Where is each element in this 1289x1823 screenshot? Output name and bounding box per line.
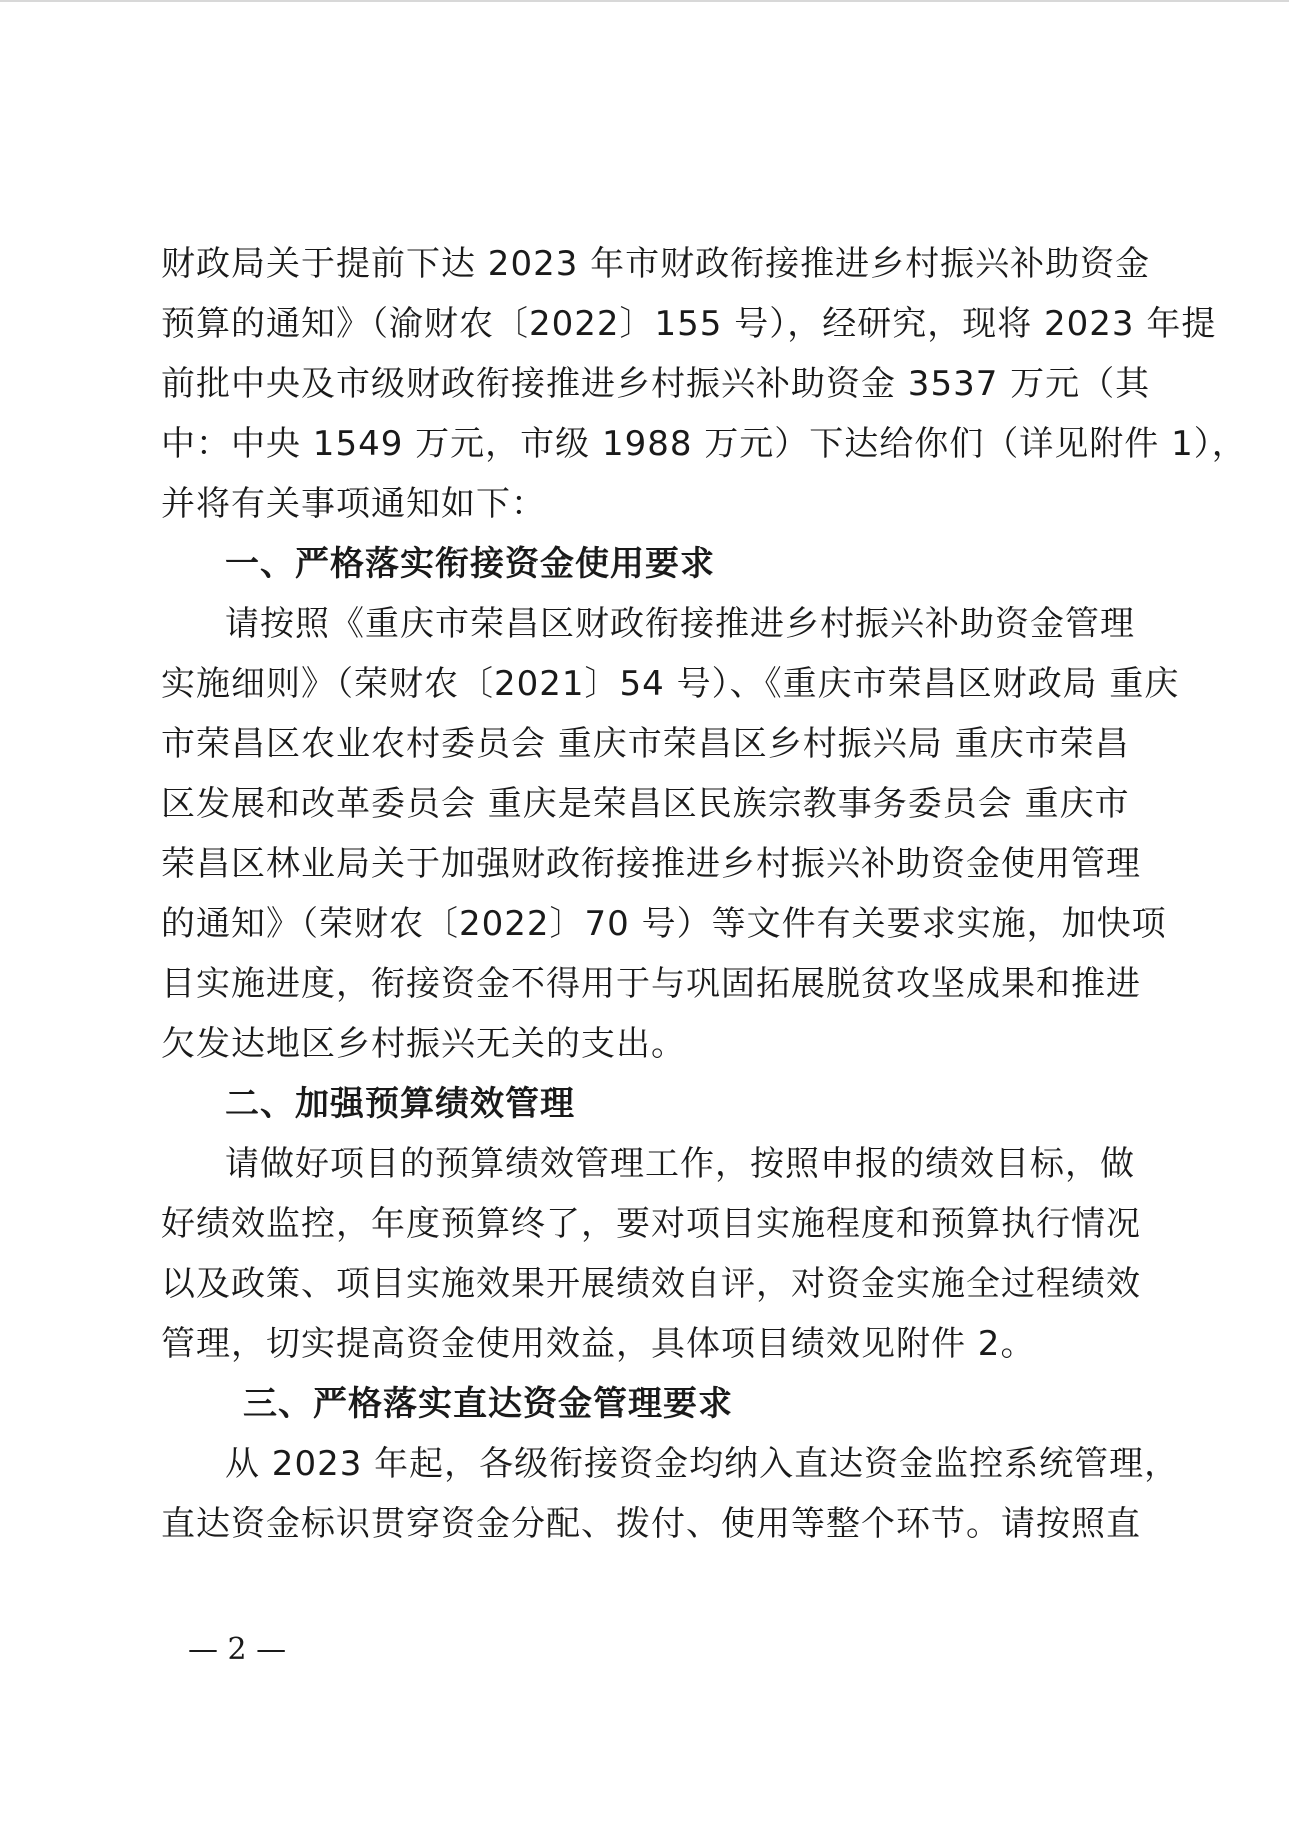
section-heading: 一、严格落实衔接资金使用要求 bbox=[225, 544, 715, 584]
body-line: 实施细则》（荣财农〔2021〕54 号）、《重庆市荣昌区财政局 重庆 bbox=[161, 664, 1180, 704]
body-line: 管理，切实提高资金使用效益，具体项目绩效见附件 2。 bbox=[161, 1324, 1036, 1364]
body-line: 请按照《重庆市荣昌区财政衔接推进乡村振兴补助资金管理 bbox=[225, 604, 1135, 644]
top-divider bbox=[0, 0, 1289, 2]
body-line: 荣昌区林业局关于加强财政衔接推进乡村振兴补助资金使用管理 bbox=[161, 844, 1141, 884]
body-line: 以及政策、项目实施效果开展绩效自评，对资金实施全过程绩效 bbox=[161, 1264, 1141, 1304]
body-line: 直达资金标识贯穿资金分配、拨付、使用等整个环节。请按照直 bbox=[161, 1504, 1141, 1544]
body-line: 好绩效监控，年度预算终了，要对项目实施程度和预算执行情况 bbox=[161, 1204, 1141, 1244]
body-line: 的通知》（荣财农〔2022〕70 号）等文件有关要求实施，加快项 bbox=[161, 904, 1167, 944]
body-line: 目实施进度，衔接资金不得用于与巩固拓展脱贫攻坚成果和推进 bbox=[161, 964, 1141, 1004]
body-line: 预算的通知》（渝财农〔2022〕155 号），经研究，现将 2023 年提 bbox=[161, 304, 1217, 344]
body-line: 请做好项目的预算绩效管理工作，按照申报的绩效目标，做 bbox=[225, 1144, 1135, 1184]
body-line: 区发展和改革委员会 重庆是荣昌区民族宗教事务委员会 重庆市 bbox=[161, 784, 1130, 824]
body-line: 前批中央及市级财政衔接推进乡村振兴补助资金 3537 万元（其 bbox=[161, 364, 1151, 404]
body-line: 中：中央 1549 万元，市级 1988 万元）下达给你们（详见附件 1）， bbox=[161, 424, 1247, 464]
body-line: 从 2023 年起，各级衔接资金均纳入直达资金监控系统管理， bbox=[225, 1444, 1180, 1484]
body-line: 财政局关于提前下达 2023 年市财政衔接推进乡村振兴补助资金 bbox=[161, 244, 1151, 284]
body-line: 欠发达地区乡村振兴无关的支出。 bbox=[161, 1024, 686, 1064]
page-number: — 2 — bbox=[188, 1632, 287, 1667]
section-heading: 二、加强预算绩效管理 bbox=[225, 1084, 575, 1124]
body-line: 并将有关事项通知如下： bbox=[161, 484, 546, 524]
body-line: 市荣昌区农业农村委员会 重庆市荣昌区乡村振兴局 重庆市荣昌 bbox=[161, 724, 1130, 764]
section-heading: 三、严格落实直达资金管理要求 bbox=[243, 1384, 733, 1424]
